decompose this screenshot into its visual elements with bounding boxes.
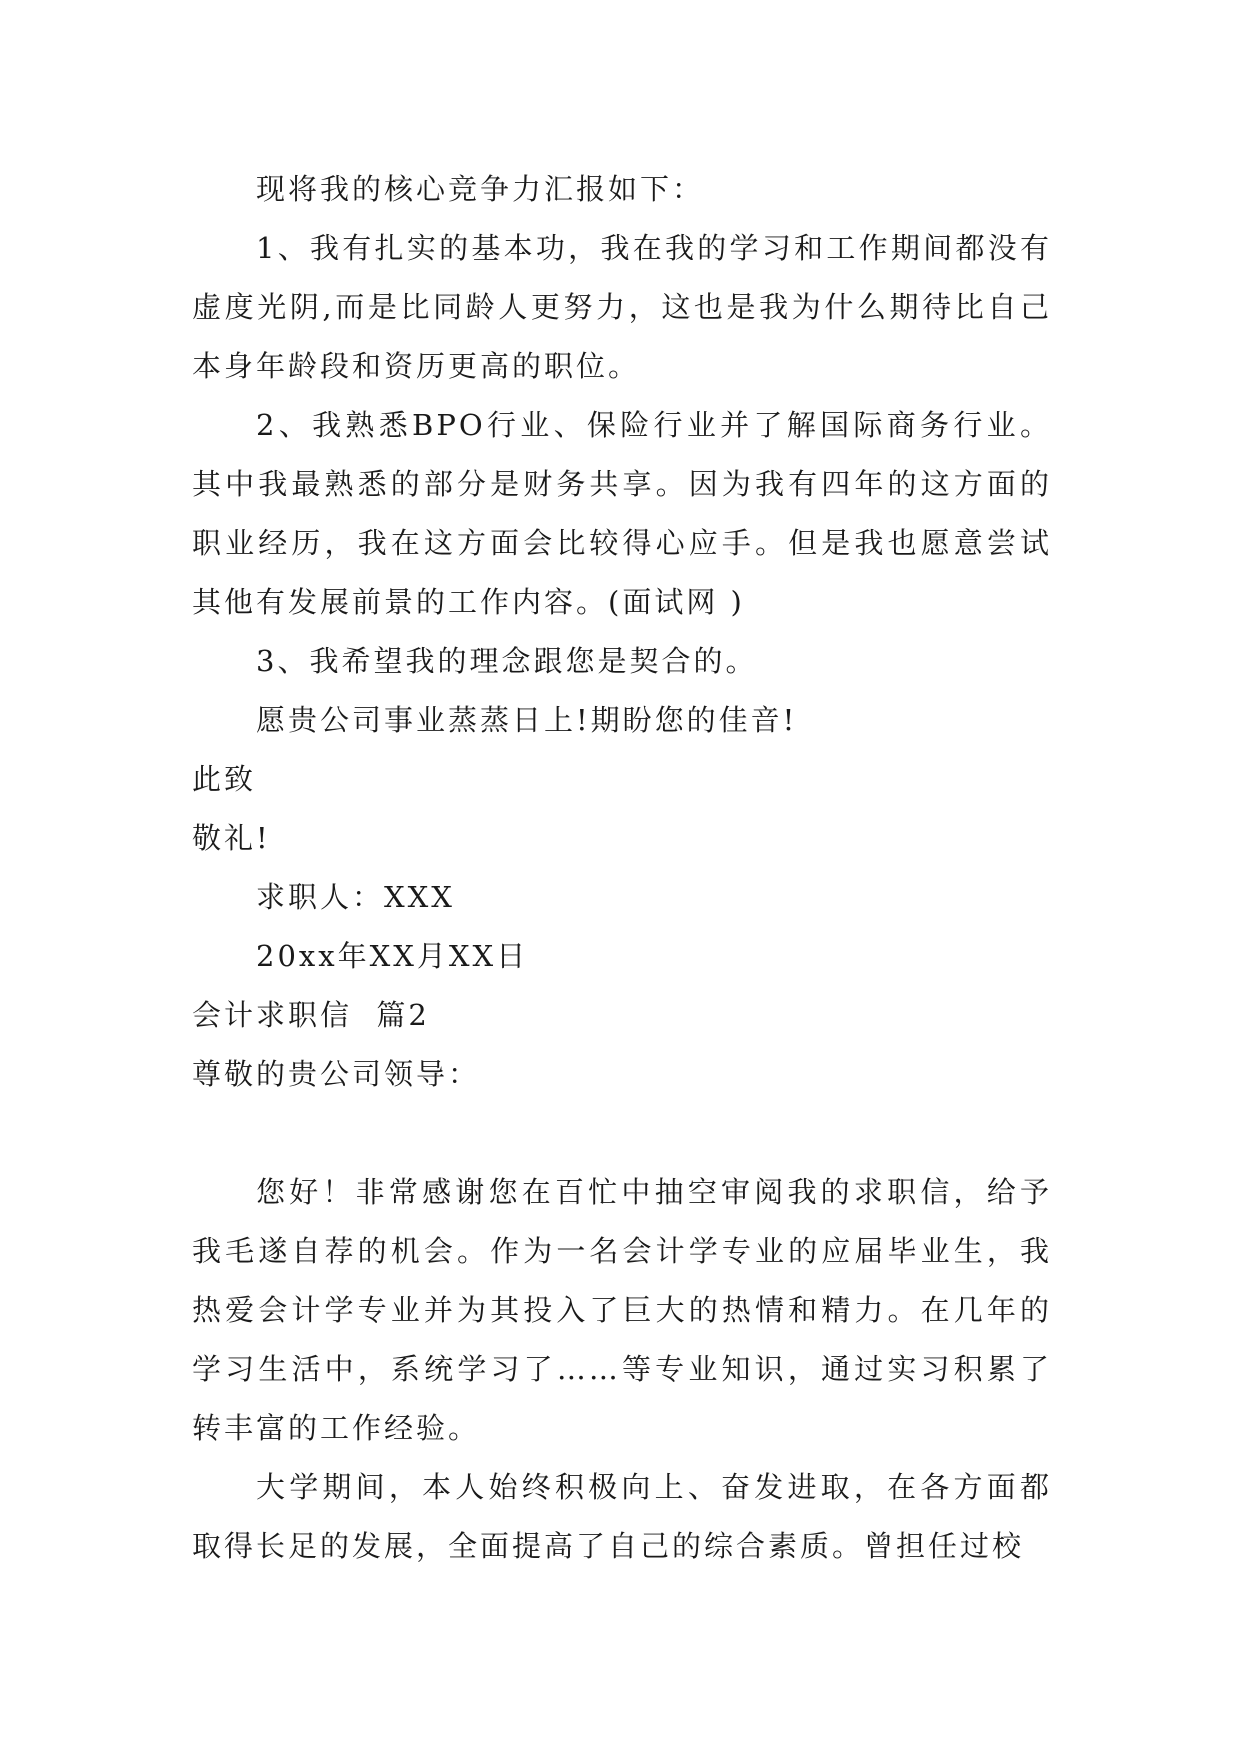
paragraph-opening: 您好！非常感谢您在百忙中抽空审阅我的求职信，给予我毛遂自荐的机会。作为一名会计学专业的应届毕业生，我热爱会计学专业并为其投入了巨大的热情和精力。在几年的学习生活中，系统学习了……等专业知识，通过实习积累了转丰富的工作经验。 [192, 1175, 1052, 1445]
closing-regards: 敬礼! [192, 821, 271, 855]
paragraph-intro: 现将我的核心竞争力汇报如下： [256, 172, 705, 206]
letter-greeting: 尊敬的贵公司领导： [192, 1057, 481, 1091]
closing-salutation: 此致 [192, 762, 257, 796]
signature-applicant: 求职人：XXX [256, 880, 455, 914]
paragraph-point-2: 2、我熟悉BPO行业、保险行业并了解国际商务行业。其中我最熟悉的部分是财务共享。因为我有四年的这方面的职业经历，我在这方面会比较得心应手。但是我也愿意尝试其他有发展前景的工作内容。(面试网 ) [192, 408, 1052, 619]
paragraph-point-3: 3、我希望我的理念跟您是契合的。 [256, 644, 758, 678]
blank-line [192, 1104, 1052, 1163]
signature-date: 20xx年XX月XX日 [256, 939, 529, 973]
paragraph-wish: 愿贵公司事业蒸蒸日上!期盼您的佳音! [256, 703, 798, 737]
document-body [192, 160, 1052, 1576]
paragraph-university: 大学期间，本人始终积极向上、奋发进取，在各方面都取得长足的发展，全面提高了自己的综合素质。曾担任过校 [192, 1470, 1052, 1563]
section-heading: 会计求职信 篇2 [192, 998, 430, 1032]
paragraph-point-1: 1、我有扎实的基本功，我在我的学习和工作期间都没有虚度光阴,而是比同龄人更努力，这也是我为什么期待比自己本身年龄段和资历更高的职位。 [192, 231, 1052, 383]
